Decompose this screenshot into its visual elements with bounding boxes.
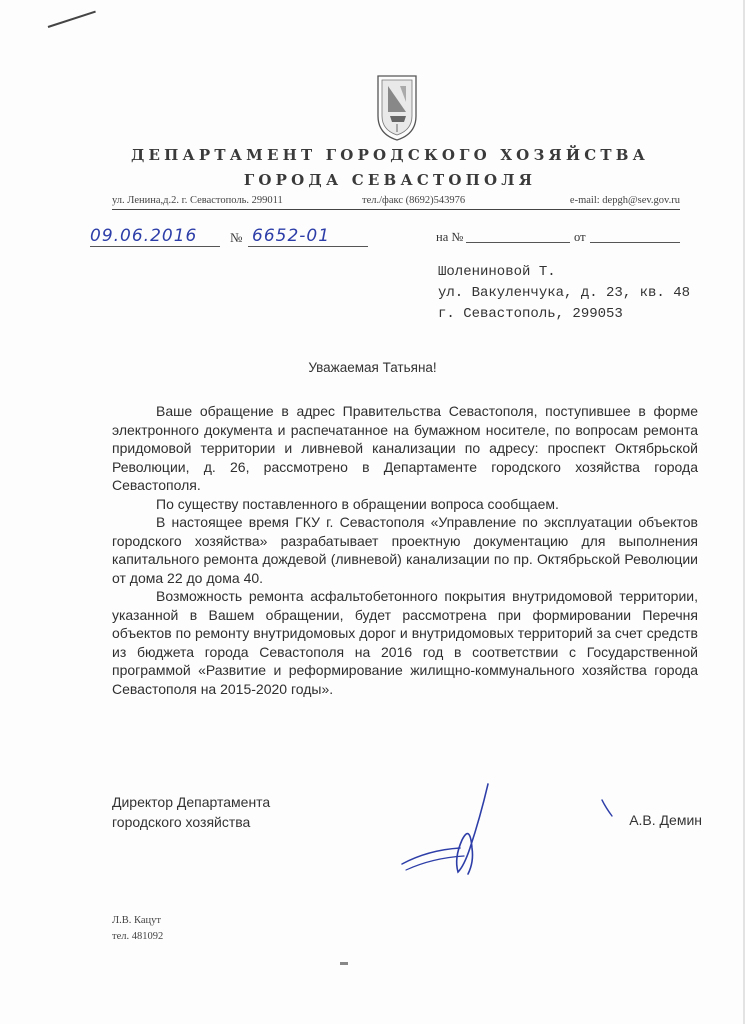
executor-name: Л.В. Кацут: [112, 915, 161, 926]
reference-number-blank: [466, 242, 570, 243]
reference-date-blank: [590, 242, 680, 243]
addressee-name: Шолениновой Т.: [438, 264, 556, 280]
signatory-name: А.В. Демин: [629, 812, 702, 828]
header-divider: [112, 209, 680, 210]
scan-artifact-dot: [340, 962, 348, 965]
outgoing-date: 09.06.2016: [90, 226, 198, 246]
letter-body: [112, 402, 698, 698]
sevastopol-coat-of-arms-icon: [372, 72, 422, 142]
registration-row: [90, 226, 690, 250]
salutation: Уважаемая Татьяна!: [308, 360, 437, 375]
scan-artifact-mark: [48, 11, 96, 28]
addressee-city: г. Севастополь, 299053: [438, 306, 623, 322]
executor-phone: тел. 481092: [112, 931, 164, 942]
department-title: ДЕПАРТАМЕНТ ГОРОДСКОГО ХОЗЯЙСТВА: [130, 146, 650, 164]
body-paragraph: Возможность ремонта асфальтобетонного покрытия внутридомовой территории, указанной в Вашем обращении, будет рассмотрена при формировании Перечня объектов по ремонту внутридомовых дорог и внутридомовых территорий за счет средств из бюджета города Севастополя на 2016 год в соответствии с Государственной программой «Развитие и реформирование жилищно-коммунального хозяйства города Севастополя на 2015-2020 годы».: [112, 588, 698, 697]
signatory-title-line: Директор Департамента: [112, 794, 271, 810]
handwritten-signature: [398, 778, 508, 878]
executor-block: [112, 913, 163, 945]
body-paragraph: По существу поставленного в обращении вопроса сообщаем.: [156, 495, 559, 512]
body-paragraph: В настоящее время ГКУ г. Севастополя «Управление по эксплуатации объектов городского хозяйства» разрабатывает проектную документацию для выполнения капитального ремонта дождевой (ливневой) канализации по пр. Октябрьской Революции от дома 22 до дома 40.: [112, 514, 698, 586]
reference-date-label: от: [574, 230, 586, 244]
date-underline: [90, 246, 220, 247]
reference-number-label: на №: [436, 230, 464, 244]
pen-mark: [600, 798, 614, 818]
number-underline: [248, 246, 368, 247]
signatory-title-line: городского хозяйства: [112, 814, 251, 830]
department-city: ГОРОДА СЕВАСТОПОЛЯ: [243, 171, 537, 189]
signatory-title: [112, 792, 270, 832]
department-address: ул. Ленина,д.2. г. Севастополь. 299011: [112, 195, 283, 206]
number-label: №: [230, 230, 243, 245]
addressee-block: [438, 262, 690, 325]
department-phone: тел./факс (8692)543976: [362, 195, 466, 206]
addressee-street: ул. Вакуленчука, д. 23, кв. 48: [438, 285, 691, 301]
outgoing-number: 6652-01: [252, 226, 331, 246]
body-paragraph: Ваше обращение в адрес Правительства Севастополя, поступившее в форме электронного документа и распечатанное на бумажном носителе, по вопросам ремонта придомовой территории и ливневой канализации по адресу: проспект Октябрьской Революции, д. 26, рассмотрено в Департаменте городского хозяйства города Севастополя.: [112, 403, 698, 493]
department-email: e-mail: depgh@sev.gov.ru: [569, 195, 680, 206]
